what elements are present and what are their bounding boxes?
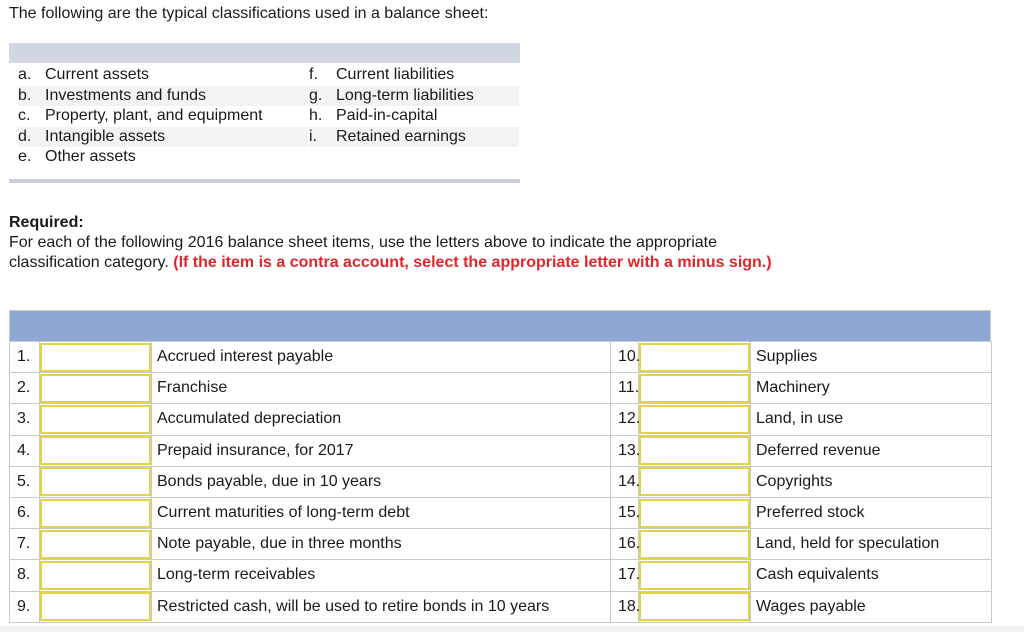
- item-number: 14.: [611, 466, 639, 497]
- item-label: Preferred stock: [751, 497, 992, 528]
- classification-label: Current assets: [45, 66, 150, 83]
- bottom-strip: [0, 626, 1024, 632]
- item-number: 10.: [611, 342, 639, 373]
- classification-item: [309, 127, 519, 148]
- answer-cell: [40, 342, 152, 373]
- classification-label: Investments and funds: [45, 86, 206, 104]
- classification-letter: a.: [18, 66, 32, 83]
- classification-label: Paid-in-capital: [336, 107, 438, 124]
- classification-item: [18, 65, 308, 86]
- item-label: Current maturities of long-term debt: [152, 497, 611, 528]
- classification-label: Long-term liabilities: [336, 86, 474, 104]
- answer-cell: [639, 497, 751, 528]
- answer-input-9[interactable]: [40, 592, 151, 621]
- answer-input-15[interactable]: [639, 499, 750, 528]
- answer-input-11[interactable]: [639, 374, 750, 403]
- classification-top-bar: [9, 43, 520, 63]
- answer-cell: [40, 497, 152, 528]
- classification-column-right: [309, 65, 519, 147]
- classification-letter: f.: [309, 66, 318, 83]
- classification-label: Intangible assets: [45, 127, 166, 145]
- item-number: 17.: [611, 560, 639, 591]
- classification-item: [18, 86, 308, 107]
- required-instructions-line2: [9, 253, 772, 273]
- table-row: [10, 435, 992, 466]
- answer-cell: [639, 342, 751, 373]
- table-row: [10, 466, 992, 497]
- classification-item: [309, 86, 519, 107]
- answer-input-12[interactable]: [639, 405, 750, 434]
- item-label: Land, in use: [751, 404, 992, 435]
- item-number: 12.: [611, 404, 639, 435]
- answer-cell: [40, 560, 152, 591]
- answer-input-5[interactable]: [40, 467, 151, 496]
- answer-cell: [40, 529, 152, 560]
- answer-cell: [639, 529, 751, 560]
- classification-letter: b.: [18, 86, 32, 104]
- classification-item: [18, 106, 308, 127]
- answer-cell: [639, 591, 751, 622]
- item-label: Franchise: [152, 373, 611, 404]
- classification-label: Current liabilities: [336, 66, 455, 83]
- item-number: 18.: [611, 591, 639, 622]
- classification-letter: i.: [309, 127, 317, 145]
- item-number: 3.: [10, 404, 40, 435]
- classification-item: [309, 65, 519, 86]
- item-label: Cash equivalents: [751, 560, 992, 591]
- required-section: [9, 213, 772, 273]
- table-row: [10, 591, 992, 622]
- answer-input-6[interactable]: [40, 499, 151, 528]
- answer-input-16[interactable]: [639, 530, 750, 559]
- item-label: Note payable, due in three months: [152, 529, 611, 560]
- answer-cell: [40, 435, 152, 466]
- item-label: Long-term receivables: [152, 560, 611, 591]
- classification-letter: g.: [309, 86, 323, 104]
- table-row: [10, 529, 992, 560]
- answer-grid-header: [9, 310, 991, 341]
- table-row: [10, 497, 992, 528]
- intro-text: The following are the typical classifications used in a balance sheet:: [9, 5, 489, 22]
- answer-cell: [639, 435, 751, 466]
- item-label: Prepaid insurance, for 2017: [152, 435, 611, 466]
- answer-input-18[interactable]: [639, 592, 750, 621]
- item-label: Supplies: [751, 342, 992, 373]
- answer-cell: [639, 560, 751, 591]
- item-number: 4.: [10, 435, 40, 466]
- classification-column-left: [18, 65, 308, 168]
- table-row: [10, 373, 992, 404]
- answer-cell: [639, 466, 751, 497]
- item-label: Deferred revenue: [751, 435, 992, 466]
- required-instructions-text: classification category.: [9, 254, 169, 271]
- required-instructions-line1: For each of the following 2016 balance sheet items, use the letters above to indicate the appropriate: [9, 234, 717, 251]
- item-number: 11.: [611, 373, 639, 404]
- answer-input-7[interactable]: [40, 530, 151, 559]
- answer-input-13[interactable]: [639, 436, 750, 465]
- item-number: 2.: [10, 373, 40, 404]
- item-label: Land, held for speculation: [751, 529, 992, 560]
- answer-input-1[interactable]: [40, 343, 151, 372]
- answer-cell: [639, 373, 751, 404]
- answer-cell: [40, 404, 152, 435]
- answer-cell: [639, 404, 751, 435]
- item-number: 6.: [10, 497, 40, 528]
- table-row: [10, 560, 992, 591]
- item-label: Wages payable: [751, 591, 992, 622]
- table-row: [10, 342, 992, 373]
- item-label: Bonds payable, due in 10 years: [152, 466, 611, 497]
- item-number: 1.: [10, 342, 40, 373]
- item-label: Restricted cash, will be used to retire bonds in 10 years: [152, 591, 611, 622]
- contra-account-note: (If the item is a contra account, select the appropriate letter with a minus sign.): [173, 254, 772, 271]
- classification-bottom-bar: [9, 179, 520, 183]
- classification-label: Property, plant, and equipment: [45, 107, 263, 124]
- item-number: 8.: [10, 560, 40, 591]
- answer-table: [9, 341, 992, 623]
- classification-list: [9, 43, 520, 183]
- answer-input-8[interactable]: [40, 561, 151, 590]
- required-title: Required:: [9, 214, 84, 231]
- answer-input-3[interactable]: [40, 405, 151, 434]
- item-label: Accrued interest payable: [152, 342, 611, 373]
- item-label: Accumulated depreciation: [152, 404, 611, 435]
- item-label: Copyrights: [751, 466, 992, 497]
- answer-cell: [40, 373, 152, 404]
- answer-input-17[interactable]: [639, 561, 750, 590]
- answer-grid: [9, 310, 991, 623]
- table-row: [10, 404, 992, 435]
- answer-input-14[interactable]: [639, 467, 750, 496]
- item-number: 16.: [611, 529, 639, 560]
- classification-letter: e.: [18, 148, 32, 165]
- item-number: 9.: [10, 591, 40, 622]
- classification-item: [309, 106, 519, 127]
- item-label: Machinery: [751, 373, 992, 404]
- item-number: 13.: [611, 435, 639, 466]
- classification-letter: d.: [18, 127, 32, 145]
- classification-item: [18, 147, 308, 168]
- classification-letter: c.: [18, 107, 31, 124]
- classification-label: Other assets: [45, 148, 136, 165]
- answer-cell: [40, 466, 152, 497]
- answer-input-4[interactable]: [40, 436, 151, 465]
- item-number: 15.: [611, 497, 639, 528]
- item-number: 5.: [10, 466, 40, 497]
- item-number: 7.: [10, 529, 40, 560]
- classification-item: [18, 127, 308, 148]
- answer-cell: [40, 591, 152, 622]
- answer-input-2[interactable]: [40, 374, 151, 403]
- classification-label: Retained earnings: [336, 127, 466, 145]
- answer-input-10[interactable]: [639, 343, 750, 372]
- classification-letter: h.: [309, 107, 323, 124]
